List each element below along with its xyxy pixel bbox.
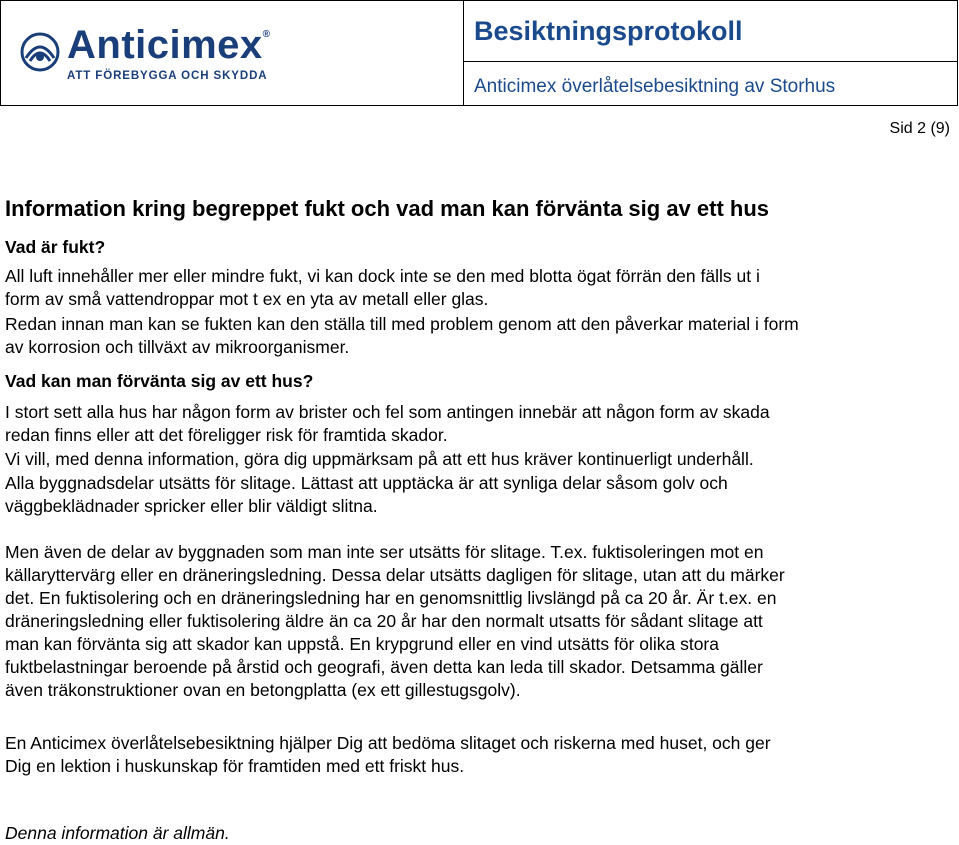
document-title: Besiktningsprotokoll bbox=[474, 16, 743, 46]
title-divider bbox=[464, 61, 957, 62]
document-subtitle: Anticimex överlåtelsebesiktning av Storhus bbox=[474, 76, 836, 97]
page-header bbox=[0, 0, 957, 108]
question-heading-house: Vad kan man förvänta sig av ett hus? bbox=[5, 371, 314, 391]
logo-cell bbox=[0, 0, 463, 106]
paragraph-3: I stort sett alla hus har någon form av brister och fel som antingen innebär att någon form av skada redan finns eller att det föreligger risk för framtida skador. bbox=[5, 402, 770, 445]
logo-tagline: ATT FÖREBYGGA OCH SKYDDA bbox=[67, 70, 268, 82]
title-cell bbox=[463, 0, 958, 106]
footer-note: Denna information är allmän. bbox=[5, 823, 230, 843]
paragraph-1: All luft innehåller mer eller mindre fukt, vi kan dock inte se den med blotta ögat förrän den fälls ut i form av små vattendroppar mot t ex en yta av metall eller glas. bbox=[5, 266, 760, 309]
question-heading-moisture: Vad är fukt? bbox=[5, 237, 106, 257]
paragraph-2: Redan innan man kan se fukten kan den ställa till med problem genom att den påverkar material i form av korrosion och tillväxt av mikroorganismer. bbox=[5, 314, 799, 357]
paragraph-4: Vi vill, med denna information, göra dig uppmärksam på att ett hus kräver kontinuerligt underhåll. bbox=[5, 449, 754, 469]
section-heading: Information kring begreppet fukt och vad man kan förvänta sig av ett hus bbox=[5, 196, 770, 221]
page-number: Sid 2 (9) bbox=[889, 120, 950, 137]
logo-wordmark: Anticimex® bbox=[67, 23, 271, 67]
paragraph-6: Men även de delar av byggnaden som man inte ser utsätts för slitage. T.ex. fuktisoleringen mot en källarytterväгg eller en dräneringsledning. Dessa delar utsätts dagligen för slitage, utan att du märker det. En fuktisolering och en dräneringsledning har en genomsnittlig livslängd på ca 20 år. Är t.ex. en dräneringsledning eller fuktisolering äldre än ca 20 år har den normalt utsatts för sådant slitage att man kan förvänta sig att skador kan uppstå. En krypgrund eller en vind utsätts för olika stora fuktbelastningar beroende på årstid och geografi, även detta kan leda till skador. Detsamma gäller även träkonstruktioner ovan en betongplatta (ex ett gillestugsgolv). bbox=[5, 542, 785, 700]
paragraph-5: Alla byggnadsdelar utsätts för slitage. Lättast att upptäcka är att synliga delar såsom golv och väggbeklädnader spricker eller blir väldigt slitna. bbox=[5, 473, 728, 516]
logo-emblem-icon bbox=[19, 31, 61, 73]
paragraph-7: En Anticimex överlåtelsebesiktning hjälper Dig att bedöma slitaget och riskerna med huset, och ger Dig en lektion i huskunskap för framtiden med ett friskt hus. bbox=[5, 733, 771, 776]
